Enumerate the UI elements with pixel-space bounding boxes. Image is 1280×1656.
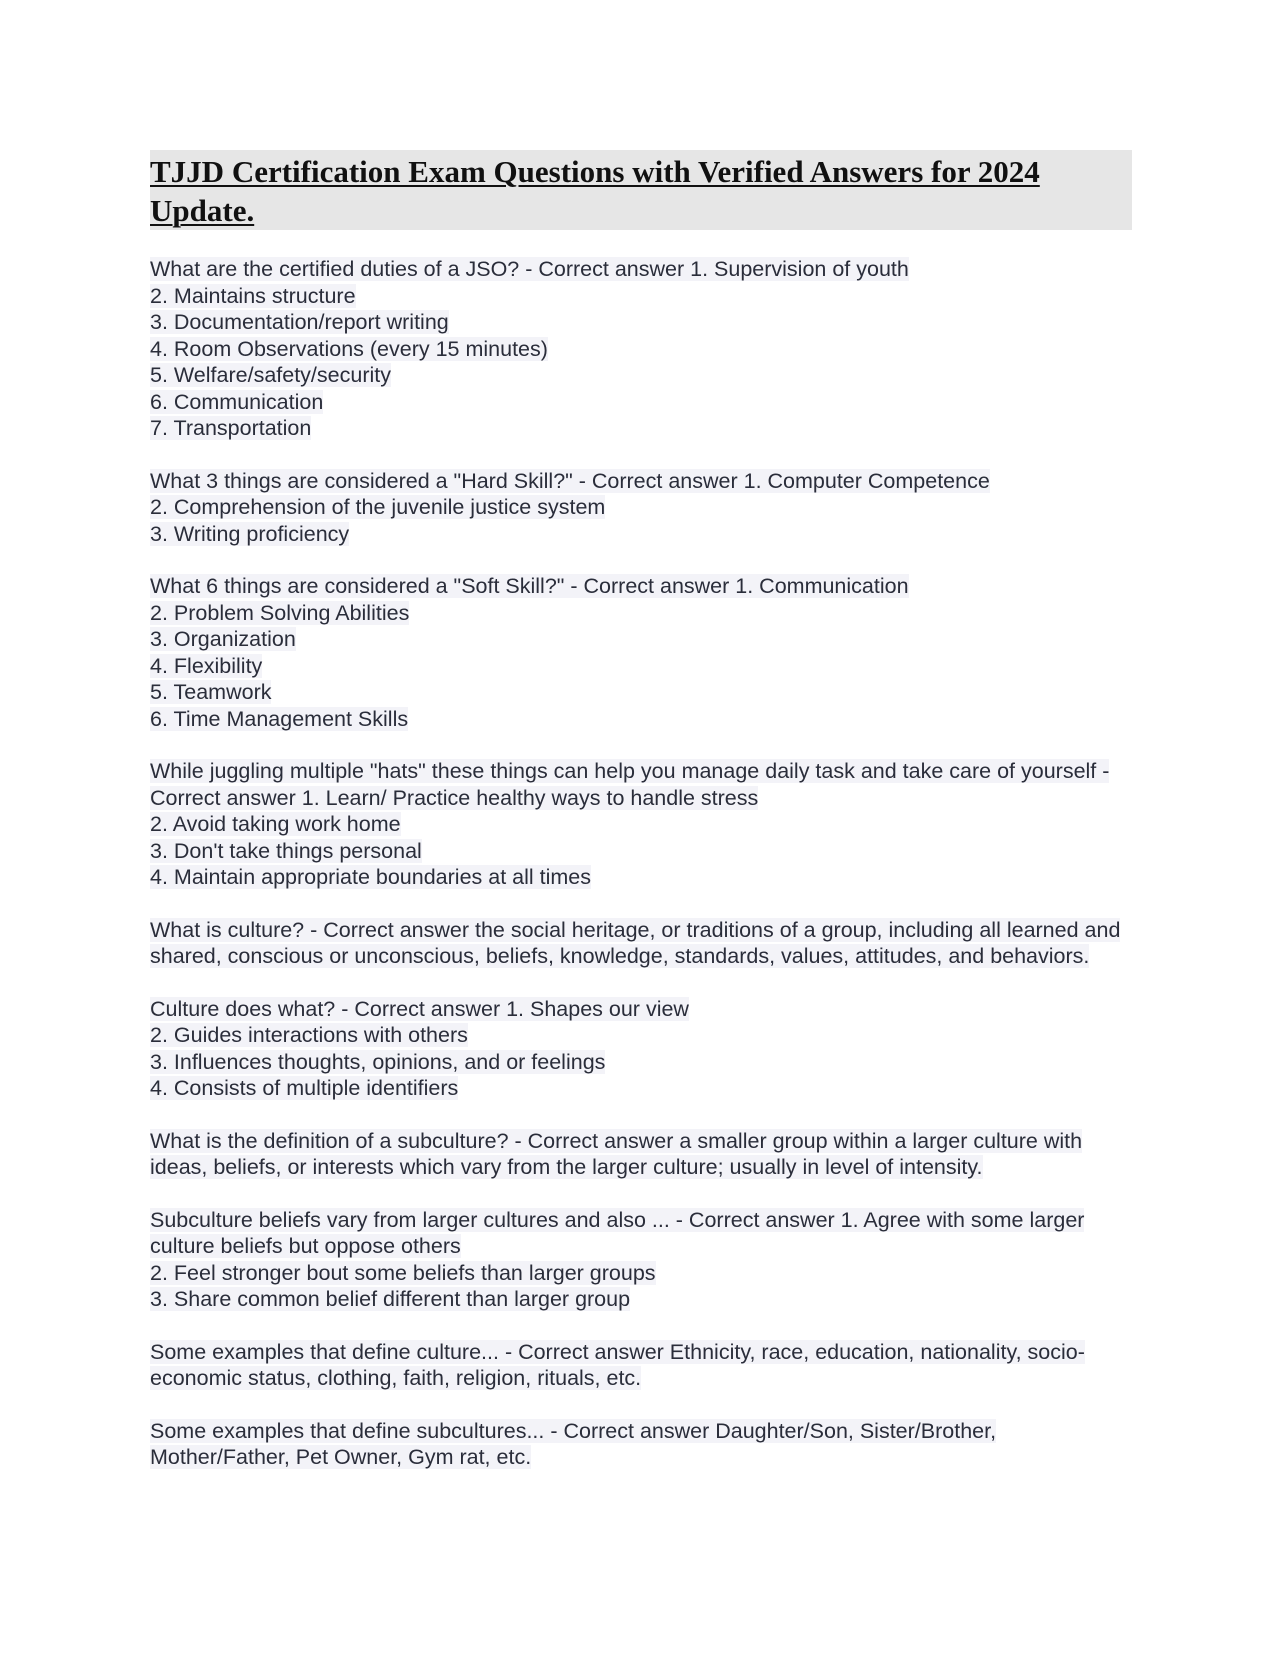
answer-item: 2. Comprehension of the juvenile justice system [150,495,606,519]
question-text: Culture does what? - Correct answer 1. Shapes our view [150,996,689,1021]
answer-item: 3. Writing proficiency [150,521,350,546]
qa-entry [150,758,1132,891]
qa-entry [150,917,1132,970]
question-text: What 6 things are considered a "Soft Skill?" - Correct answer 1. Communication [150,574,909,598]
question-text: Subculture beliefs vary from larger cultures and also ... - Correct answer 1. Agree with some larger culture beliefs but oppose others [150,1207,1085,1258]
answer-item: 2. Problem Solving Abilities [150,600,410,625]
answer-item: 4. Flexibility [150,653,263,678]
question-text: What 3 things are considered a "Hard Skill?" - Correct answer 1. Computer Competence [150,468,990,493]
qa-entry [150,468,1132,548]
qa-entry [150,1418,1132,1471]
answer-item: 4. Room Observations (every 15 minutes) [150,336,548,361]
answer-item: 3. Organization [150,627,296,651]
answer-item: 5. Teamwork [150,680,272,704]
answer-item: 2. Feel stronger bout some beliefs than larger groups [150,1260,656,1285]
answer-item: 3. Don't take things personal [150,838,422,863]
document-title: TJJD Certification Exam Questions with Verified Answers for 2024 Update. [150,154,1040,228]
question-text: Some examples that define subcultures... - Correct answer Daughter/Son, Sister/Brother, Mother/Father, Pet Owner, Gym rat, etc. [150,1418,997,1469]
qa-entry [150,1207,1132,1313]
answer-item: 3. Documentation/report writing [150,310,449,334]
question-text: Some examples that define culture... - Correct answer Ethnicity, race, education, nationality, socio-economic status, clothing, faith, religion, rituals, etc. [150,1339,1085,1390]
qa-entry [150,1339,1132,1392]
answer-item: 7. Transportation [150,416,312,440]
answer-item: 4. Maintain appropriate boundaries at all times [150,865,592,889]
question-text: What is the definition of a subculture? - Correct answer a smaller group within a larger culture with ideas, beliefs, or interests which vary from the larger culture; usually in level of intensity. [150,1128,1083,1179]
question-text: While juggling multiple "hats" these things can help you manage daily task and take care of yourself - Correct answer 1. Learn/ Practice healthy ways to handle stress [150,759,1110,810]
answer-item: 5. Welfare/safety/security [150,363,391,387]
question-text: What is culture? - Correct answer the social heritage, or traditions of a group, including all learned and shared, conscious or unconscious, beliefs, knowledge, standards, values, attitudes, and behaviors. [150,917,1121,968]
answer-item: 6. Time Management Skills [150,706,409,731]
answer-item: 2. Avoid taking work home [150,812,401,836]
question-text: What are the certified duties of a JSO? - Correct answer 1. Supervision of youth [150,257,909,281]
answer-item: 6. Communication [150,389,324,414]
qa-entry [150,996,1132,1102]
answer-item: 3. Influences thoughts, opinions, and or feelings [150,1049,606,1074]
answer-item: 3. Share common belief different than larger group [150,1287,631,1311]
document-content [150,150,1132,1497]
answer-item: 4. Consists of multiple identifiers [150,1076,459,1100]
qa-entry [150,256,1132,442]
title-block [150,150,1132,230]
answer-item: 2. Guides interactions with others [150,1023,468,1047]
answer-item: 2. Maintains structure [150,283,356,308]
qa-entry [150,1128,1132,1181]
qa-entry [150,573,1132,732]
